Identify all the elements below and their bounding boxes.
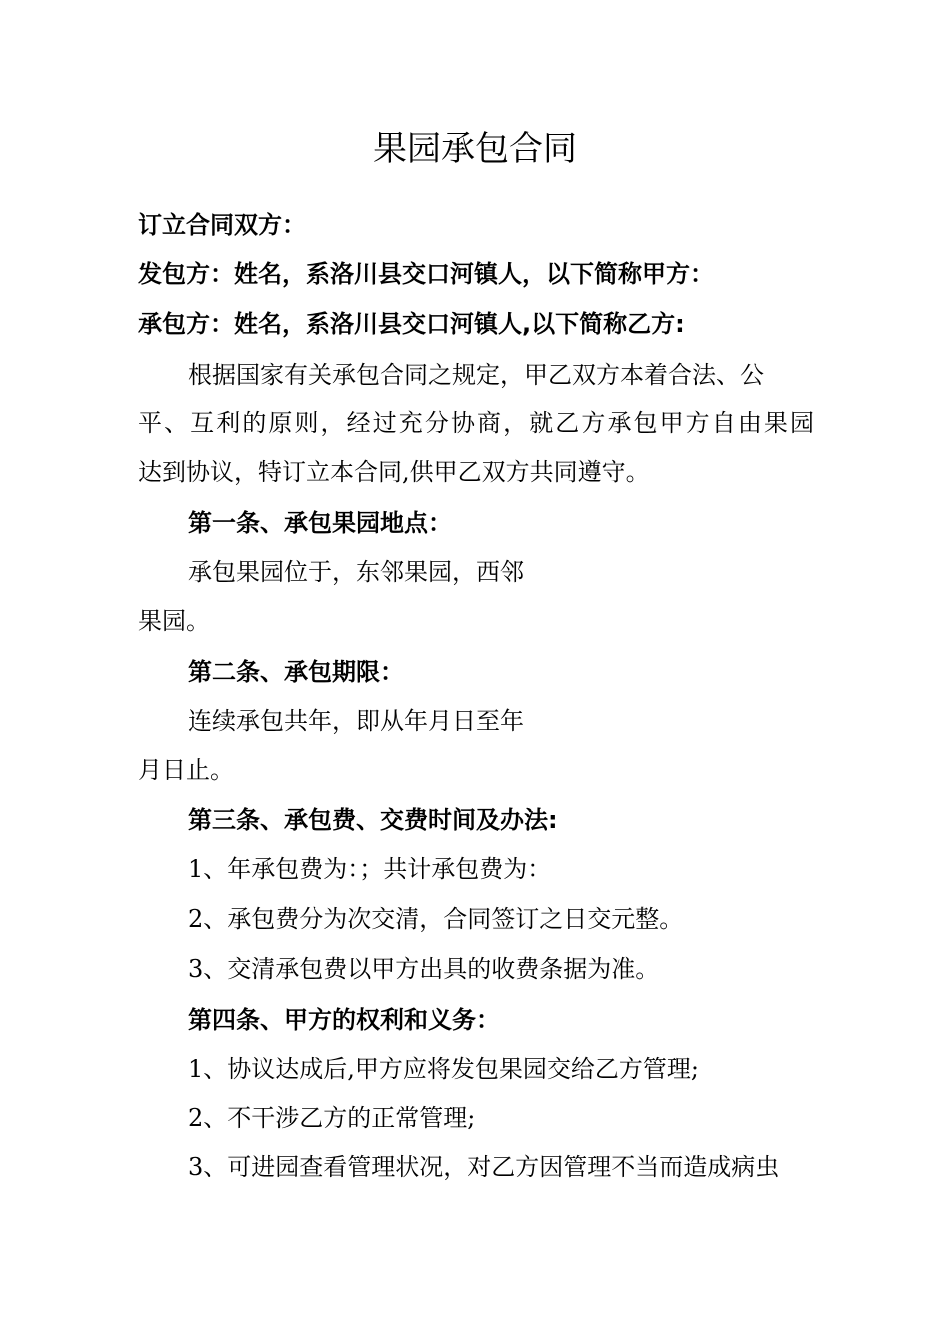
preamble-line-3: 达到协议，特订立本合同,供甲乙双方共同遵守。: [138, 458, 650, 486]
preamble-line-1: 根据国家有关承包合同之规定，甲乙双方本着合法、公: [188, 361, 764, 389]
article1-heading: 第一条、承包果园地点：: [188, 509, 452, 537]
preamble-line-2: 平、互利的原则，经过充分协商，就乙方承包甲方自由果园: [138, 409, 814, 437]
article4-item-3: 3、可进园查看管理状况，对乙方因管理不当而造成病虫: [188, 1153, 780, 1181]
party-a-line: 发包方：姓名，系洛川县交口河镇人，以下简称甲方：: [138, 260, 714, 288]
article4-heading: 第四条、甲方的权利和义务：: [188, 1006, 500, 1034]
parties-heading: 订立合同双方：: [138, 211, 306, 239]
article4-item-1: 1、协议达成后,甲方应将发包果园交给乙方管理;: [188, 1055, 699, 1083]
article1-line-1: 承包果园位于，东邻果园，西邻: [188, 558, 524, 586]
article3-item-1: 1、年承包费为：；共计承包费为：: [188, 855, 552, 883]
article3-heading: 第三条、承包费、交费时间及办法:: [188, 806, 558, 834]
article3-item-2: 2、承包费分为次交清，合同签订之日交元整。: [188, 905, 684, 933]
article2-heading: 第二条、承包期限：: [188, 658, 404, 686]
document-title: 果园承包合同: [373, 129, 577, 169]
article4-item-2: 2、不干涉乙方的正常管理;: [188, 1104, 476, 1132]
article2-line-2: 月日止。: [138, 756, 234, 784]
article3-item-3: 3、交清承包费以甲方出具的收费条据为准。: [188, 955, 660, 983]
party-b-line: 承包方：姓名，系洛川县交口河镇人,以下简称乙方:: [138, 310, 685, 338]
article1-line-2: 果园。: [138, 607, 210, 635]
article2-line-1: 连续承包共年，即从年月日至年: [188, 707, 524, 735]
